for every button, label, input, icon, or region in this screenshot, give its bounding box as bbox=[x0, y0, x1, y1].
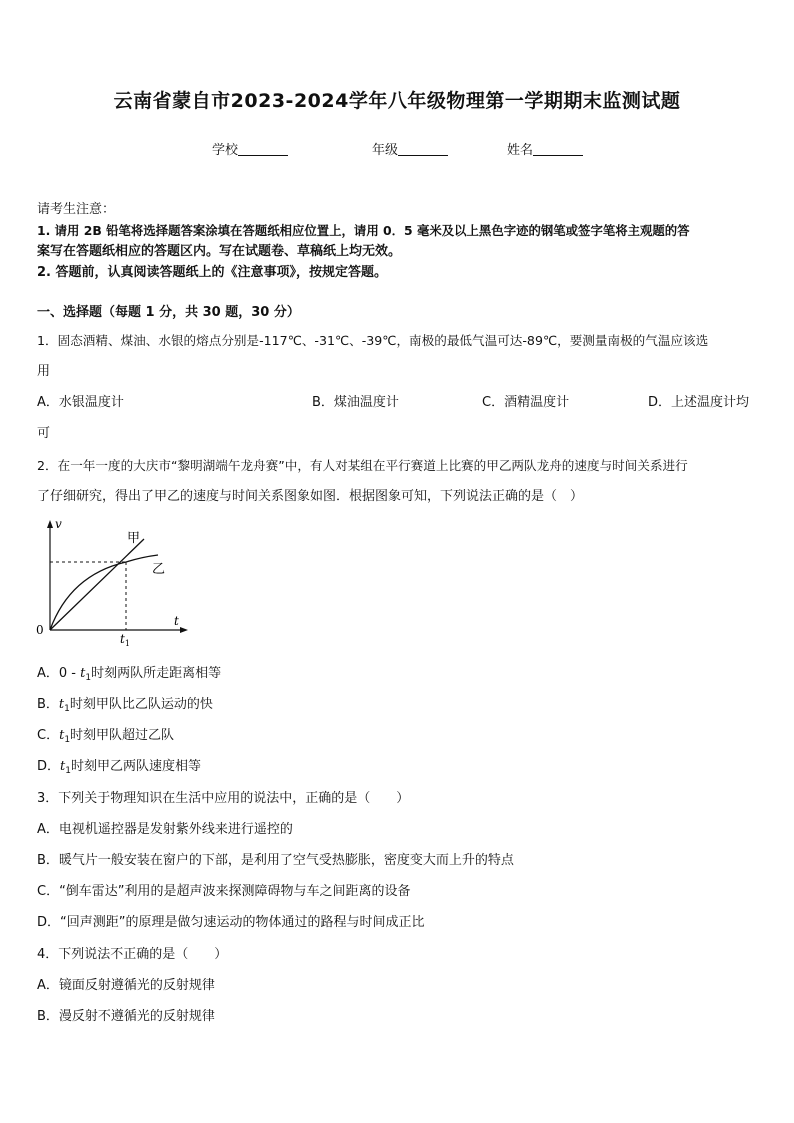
school-blank bbox=[238, 143, 288, 156]
q2-option-b-text: 时刻甲队比乙队运动的快 bbox=[69, 697, 213, 712]
v-axis-label: v bbox=[55, 517, 62, 531]
v-axis-arrow bbox=[47, 520, 53, 528]
jia-label: 甲 bbox=[127, 531, 141, 546]
q1-stem-line-1: 1．固态酒精、煤油、水银的熔点分别是-117℃、-31℃、-39℃，南极的最低气温可达-89℃，要测量南极的气温应该选 bbox=[37, 333, 709, 348]
q2-stem-line-1: 2．在一年一度的大庆市“黎明湖端午龙舟赛”中，有人对某组在平行赛道上比赛的甲乙两队龙舟的速度与时间关系进行 bbox=[37, 458, 688, 473]
curve-yi bbox=[50, 555, 158, 630]
q3-option-b: B．暖气片一般安装在窗户的下部，是利用了空气受热膨胀，密度变大而上升的特点 bbox=[37, 853, 514, 868]
q3-option-c: C．“倒车雷达”利用的是超声波来探测障碍物与车之间距离的设备 bbox=[37, 884, 411, 899]
q2-option-a bbox=[37, 664, 221, 688]
yi-label: 乙 bbox=[152, 562, 166, 577]
q1-option-d: D．上述温度计均 bbox=[648, 395, 750, 410]
q3-option-d: D．“回声测距”的原理是做匀速运动的物体通过的路程与时间成正比 bbox=[37, 915, 425, 930]
q3-option-a: A．电视机遥控器是发射紫外线来进行遥控的 bbox=[37, 822, 293, 837]
q2-option-b-sub: 1 bbox=[64, 704, 70, 714]
q2-option-a-sub: 1 bbox=[85, 673, 92, 683]
page-title: 云南省蒙自市2023-2024学年八年级物理第一学期期末监测试题 bbox=[113, 90, 681, 112]
q2-option-b-prefix: B． bbox=[37, 697, 59, 712]
q2-option-b-t: t bbox=[58, 697, 65, 712]
q2-option-c-text: 时刻甲队超过乙队 bbox=[70, 728, 175, 743]
q2-option-a-text: 时刻两队所走距离相等 bbox=[91, 666, 222, 681]
notice-line-2: 案写在答题纸相应的答题区内。写在试题卷、草稿纸上均无效。 bbox=[37, 244, 402, 259]
q2-option-d bbox=[37, 757, 201, 781]
q2-option-a-t: t bbox=[80, 666, 86, 681]
q4-stem: 4．下列说法不正确的是（ ） bbox=[37, 947, 228, 962]
grade-field bbox=[372, 139, 448, 158]
q4-option-a: A．镜面反射遵循光的反射规律 bbox=[37, 978, 215, 993]
school-label: 学校 bbox=[212, 143, 239, 158]
school-field bbox=[212, 139, 288, 158]
line-jia bbox=[50, 539, 144, 630]
t1-label-sub: 1 bbox=[124, 639, 130, 648]
q4-option-b: B．漫反射不遵循光的反射规律 bbox=[37, 1009, 215, 1024]
notice-heading: 请考生注意： bbox=[37, 202, 116, 217]
q2-option-c bbox=[37, 726, 174, 750]
t1-label-t: t bbox=[120, 632, 125, 646]
q1-stem-line-2: 用 bbox=[37, 364, 51, 379]
q2-stem-line-2: 了仔细研究，得出了甲乙的速度与时间关系图象如图．根据图象可知，下列说法正确的是（ ） bbox=[37, 489, 584, 504]
notice-line-1: 1. 请用 2B 铅笔将选择题答案涂填在答题纸相应位置上，请用 0．5 毫米及以上黑色字迹的钢笔或签字笔将主观题的答 bbox=[37, 223, 690, 238]
t-axis-arrow bbox=[180, 627, 188, 633]
t-axis-label: t bbox=[174, 614, 179, 628]
origin-label: 0 bbox=[36, 623, 44, 637]
name-blank bbox=[533, 143, 583, 156]
t1-label bbox=[120, 632, 130, 648]
grade-blank bbox=[398, 143, 448, 156]
q1-option-d-cont: 可 bbox=[37, 426, 51, 441]
q2-option-b bbox=[37, 695, 213, 719]
q2-option-d-t: t bbox=[60, 759, 66, 774]
q1-option-c: C．酒精温度计 bbox=[482, 395, 570, 410]
q2-option-d-text: 时刻甲乙两队速度相等 bbox=[70, 759, 201, 774]
velocity-time-graph bbox=[30, 515, 200, 650]
q2-option-c-t: t bbox=[59, 728, 65, 743]
q1-option-b: B．煤油温度计 bbox=[312, 395, 399, 410]
name-label: 姓名 bbox=[507, 143, 534, 158]
q2-option-d-sub: 1 bbox=[65, 766, 71, 776]
q2-option-d-prefix: D． bbox=[37, 759, 61, 774]
grade-label: 年级 bbox=[372, 143, 399, 158]
q2-option-c-sub: 1 bbox=[64, 735, 71, 745]
section-heading: 一、选择题（每题 1 分，共 30 题，30 分） bbox=[37, 305, 300, 320]
q1-option-a: A．水银温度计 bbox=[37, 395, 124, 410]
notice-line-3: 2. 答题前，认真阅读答题纸上的《注意事项》，按规定答题。 bbox=[37, 265, 388, 280]
q2-option-c-prefix: C． bbox=[37, 728, 60, 743]
q3-stem: 3．下列关于物理知识在生活中应用的说法中，正确的是（ ） bbox=[37, 791, 410, 806]
name-field bbox=[507, 139, 583, 158]
q2-option-a-prefix: A．0 - bbox=[37, 666, 81, 681]
